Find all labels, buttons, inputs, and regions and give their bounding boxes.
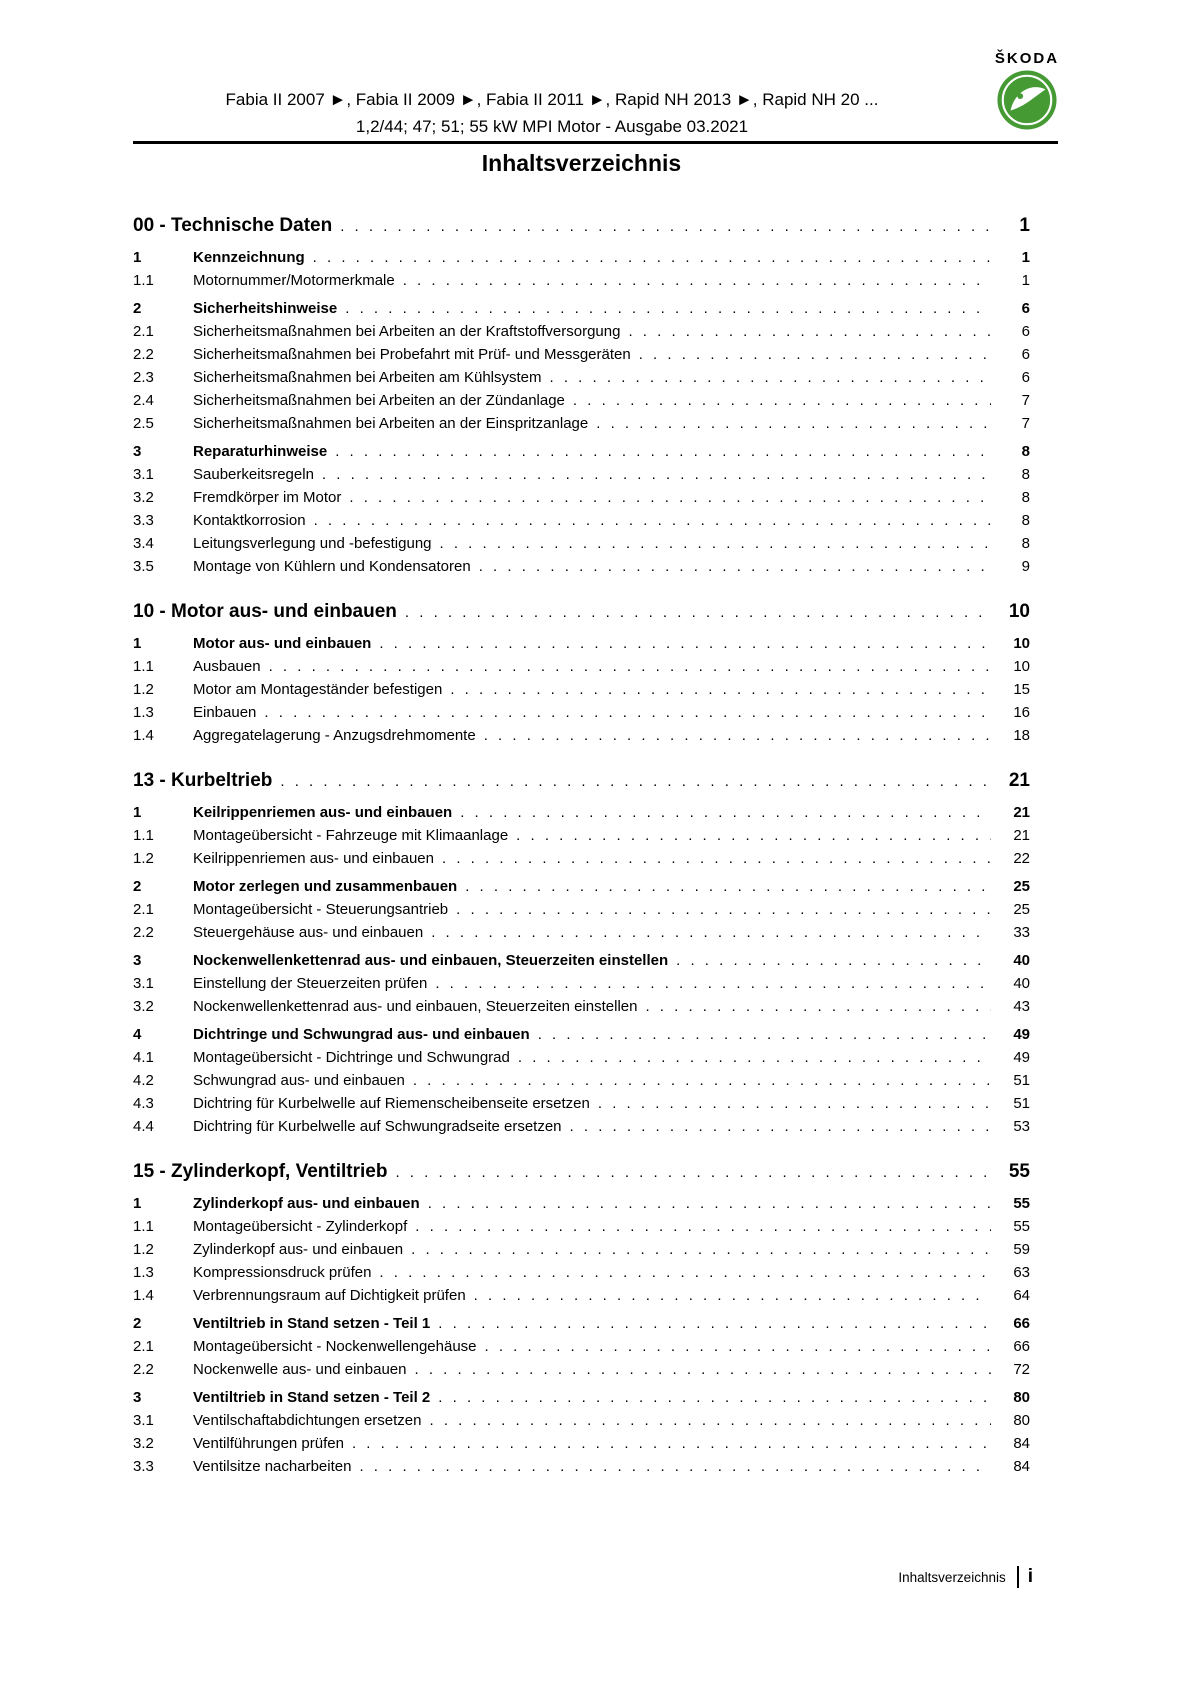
entry-page-number: 53 — [1013, 1118, 1030, 1135]
entry-page-number: 8 — [1021, 443, 1030, 460]
entry-page-number: 22 — [1013, 850, 1030, 867]
entry-number: 3.1 — [133, 466, 154, 483]
entry-title: Sicherheitsmaßnahmen bei Arbeiten an der Einspritzanlage — [193, 415, 589, 432]
entry-page-number: 6 — [1021, 323, 1030, 340]
toc-entry-row — [133, 824, 1030, 847]
entry-number: 2.4 — [133, 392, 154, 409]
entry-number: 2.2 — [133, 346, 154, 363]
entry-number: 2.1 — [133, 1338, 154, 1355]
toc-entry-row — [133, 995, 1030, 1018]
entry-title: Ausbauen — [193, 658, 261, 675]
entry-number: 1.1 — [133, 1218, 154, 1235]
toc-entry-row — [133, 532, 1030, 555]
entry-title: Aggregatelagerung - Anzugsdrehmomente — [193, 727, 476, 744]
chapter-label: 15 - Zylinderkopf, Ventiltrieb — [133, 1161, 388, 1182]
entry-page-number: 7 — [1021, 415, 1030, 432]
header — [133, 86, 971, 140]
entry-number: 2.1 — [133, 323, 154, 340]
dot-leader — [379, 1261, 991, 1284]
entry-number: 1.4 — [133, 1287, 154, 1304]
entry-title: Montage von Kühlern und Kondensatoren — [193, 558, 471, 575]
entry-title: Verbrennungsraum auf Dichtigkeit prüfen — [193, 1287, 466, 1304]
toc-entry-row — [133, 1284, 1030, 1307]
toc-entry-row — [133, 366, 1030, 389]
dot-leader — [538, 1023, 991, 1046]
entry-number: 1 — [133, 1195, 142, 1212]
entry-page-number: 1 — [1021, 249, 1030, 266]
dot-leader — [573, 389, 991, 412]
dot-leader — [460, 801, 991, 824]
dot-leader — [413, 1069, 991, 1092]
chapter-label: 00 - Technische Daten — [133, 215, 333, 236]
entry-number: 3.4 — [133, 535, 154, 552]
toc-entry-row — [133, 1386, 1030, 1409]
entry-title: Kompressionsdruck prüfen — [193, 1264, 372, 1281]
entry-page-number: 21 — [1013, 827, 1030, 844]
entry-title: Dichtring für Kurbelwelle auf Riemenscheibenseite ersetzen — [193, 1095, 590, 1112]
toc-entry-row — [133, 1192, 1030, 1215]
entry-title: Nockenwellenkettenrad aus- und einbauen, Steuerzeiten einstellen — [193, 952, 669, 969]
toc-entry-row — [133, 1432, 1030, 1455]
toc-entry-row — [133, 1238, 1030, 1261]
entry-number: 1.2 — [133, 850, 154, 867]
entry-page-number: 25 — [1013, 878, 1030, 895]
dot-leader — [628, 320, 991, 343]
dot-leader — [518, 1046, 991, 1069]
dot-leader — [411, 1238, 991, 1261]
dot-leader — [414, 1358, 991, 1381]
entry-number: 4.1 — [133, 1049, 154, 1066]
chapter-page-number: 1 — [1019, 215, 1030, 236]
entry-number: 1.2 — [133, 1241, 154, 1258]
dot-leader — [550, 366, 991, 389]
dot-leader — [479, 555, 991, 578]
entry-page-number: 6 — [1021, 300, 1030, 317]
entry-title: Nockenwellenkettenrad aus- und einbauen, Steuerzeiten einstellen — [193, 998, 638, 1015]
entry-number: 1 — [133, 249, 142, 266]
entry-page-number: 59 — [1013, 1241, 1030, 1258]
entry-number: 3 — [133, 443, 142, 460]
entry-page-number: 10 — [1013, 635, 1030, 652]
entry-page-number: 72 — [1013, 1361, 1030, 1378]
dot-leader — [645, 995, 991, 1018]
toc-entry-row — [133, 1261, 1030, 1284]
dot-leader — [428, 1192, 991, 1215]
toc-entry-row — [133, 1455, 1030, 1478]
entry-title: Ventilsitze nacharbeiten — [193, 1458, 352, 1475]
entry-title: Nockenwelle aus- und einbauen — [193, 1361, 407, 1378]
toc-entry-row — [133, 555, 1030, 578]
dot-leader — [345, 297, 991, 320]
entry-title: Sauberkeitsregeln — [193, 466, 314, 483]
dot-leader — [456, 898, 991, 921]
entry-title: Motor aus- und einbauen — [193, 635, 372, 652]
entry-page-number: 21 — [1013, 804, 1030, 821]
chapter-page-number: 10 — [1008, 601, 1030, 622]
entry-number: 1.4 — [133, 727, 154, 744]
entry-page-number: 10 — [1013, 658, 1030, 675]
entry-number: 4.3 — [133, 1095, 154, 1112]
dot-leader — [335, 440, 991, 463]
entry-number: 3.2 — [133, 1435, 154, 1452]
entry-page-number: 49 — [1013, 1049, 1030, 1066]
entry-page-number: 9 — [1021, 558, 1030, 575]
dot-leader — [313, 246, 991, 269]
entry-title: Motor zerlegen und zusammenbauen — [193, 878, 458, 895]
entry-page-number: 64 — [1013, 1287, 1030, 1304]
dot-leader — [596, 412, 991, 435]
entry-page-number: 8 — [1021, 512, 1030, 529]
entry-number: 3 — [133, 1389, 142, 1406]
dot-leader — [484, 724, 991, 747]
entry-number: 2.5 — [133, 415, 154, 432]
toc-entry-row — [133, 320, 1030, 343]
entry-page-number: 25 — [1013, 901, 1030, 918]
entry-page-number: 80 — [1013, 1389, 1030, 1406]
chapter-page-number: 55 — [1008, 1161, 1030, 1182]
toc-entry-row — [133, 1069, 1030, 1092]
entry-title: Montageübersicht - Dichtringe und Schwungrad — [193, 1049, 510, 1066]
dot-leader — [352, 1432, 991, 1455]
entry-page-number: 7 — [1021, 392, 1030, 409]
entry-number: 2.3 — [133, 369, 154, 386]
entry-title: Keilrippenriemen aus- und einbauen — [193, 850, 434, 867]
entry-page-number: 66 — [1013, 1338, 1030, 1355]
dot-leader — [415, 1215, 991, 1238]
dot-leader — [450, 678, 991, 701]
footer — [133, 1566, 1033, 1588]
toc-entry-row — [133, 847, 1030, 870]
entry-title: Einbauen — [193, 704, 257, 721]
entry-page-number: 15 — [1013, 681, 1030, 698]
entry-title: Motornummer/Motormerkmale — [193, 272, 395, 289]
dot-leader — [395, 1159, 989, 1186]
entry-page-number: 40 — [1013, 975, 1030, 992]
dot-leader — [465, 875, 991, 898]
entry-number: 4.4 — [133, 1118, 154, 1135]
toc-chapter-row — [133, 598, 1030, 626]
dot-leader — [474, 1284, 991, 1307]
entry-title: Schwungrad aus- und einbauen — [193, 1072, 405, 1089]
entry-number: 3.3 — [133, 1458, 154, 1475]
entry-title: Einstellung der Steuerzeiten prüfen — [193, 975, 428, 992]
entry-title: Montageübersicht - Fahrzeuge mit Klimaanlage — [193, 827, 509, 844]
entry-title: Sicherheitsmaßnahmen bei Arbeiten an der Zündanlage — [193, 392, 565, 409]
dot-leader — [676, 949, 991, 972]
toc-entry-row — [133, 875, 1030, 898]
toc-entry-row — [133, 701, 1030, 724]
entry-title: Leitungsverlegung und -befestigung — [193, 535, 432, 552]
entry-title: Sicherheitsmaßnahmen bei Arbeiten am Kühlsystem — [193, 369, 542, 386]
toc-entry-row — [133, 949, 1030, 972]
entry-page-number: 55 — [1013, 1218, 1030, 1235]
footer-page-number: i — [1027, 1566, 1033, 1587]
entry-page-number: 49 — [1013, 1026, 1030, 1043]
toc-entry-row — [133, 1092, 1030, 1115]
entry-title: Ventilschaftabdichtungen ersetzen — [193, 1412, 422, 1429]
entry-page-number: 18 — [1013, 727, 1030, 744]
toc-entry-row — [133, 1023, 1030, 1046]
toc-entry-row — [133, 389, 1030, 412]
toc-chapter-row — [133, 767, 1030, 795]
toc-entry-row — [133, 412, 1030, 435]
entry-page-number: 84 — [1013, 1458, 1030, 1475]
entry-page-number: 1 — [1021, 272, 1030, 289]
chapter-label: 13 - Kurbeltrieb — [133, 770, 273, 791]
entry-page-number: 8 — [1021, 466, 1030, 483]
entry-page-number: 63 — [1013, 1264, 1030, 1281]
toc-entry-row — [133, 678, 1030, 701]
entry-number: 2 — [133, 300, 142, 317]
toc-chapter-row — [133, 1158, 1030, 1186]
toc-entry-row — [133, 246, 1030, 269]
entry-number: 1.1 — [133, 658, 154, 675]
dot-leader — [639, 343, 991, 366]
dot-leader — [431, 921, 991, 944]
dot-leader — [570, 1115, 991, 1138]
entry-number: 3.2 — [133, 998, 154, 1015]
dot-leader — [435, 972, 991, 995]
entry-page-number: 55 — [1013, 1195, 1030, 1212]
toc-entry-row — [133, 801, 1030, 824]
entry-title: Sicherheitshinweise — [193, 300, 338, 317]
dot-leader — [314, 509, 991, 532]
entry-number: 1 — [133, 804, 142, 821]
dot-leader — [349, 486, 991, 509]
entry-number: 1.2 — [133, 681, 154, 698]
skoda-brand — [985, 50, 1069, 136]
entry-page-number: 51 — [1013, 1095, 1030, 1112]
dot-leader — [438, 1312, 991, 1335]
entry-number: 1.1 — [133, 272, 154, 289]
toc-chapter-row — [133, 212, 1030, 240]
toc-entry-row — [133, 343, 1030, 366]
entry-page-number: 8 — [1021, 489, 1030, 506]
entry-number: 3.3 — [133, 512, 154, 529]
entry-number: 1.1 — [133, 827, 154, 844]
dot-leader — [379, 632, 991, 655]
toc-entry-row — [133, 1215, 1030, 1238]
toc-entry-row — [133, 440, 1030, 463]
toc-entry-row — [133, 297, 1030, 320]
header-engine-line: 1,2/44; 47; 51; 55 kW MPI Motor - Ausgabe 03.2021 — [355, 117, 749, 136]
entry-page-number: 16 — [1013, 704, 1030, 721]
toc-entry-row — [133, 509, 1030, 532]
entry-number: 2 — [133, 878, 142, 895]
dot-leader — [485, 1335, 991, 1358]
dot-leader — [442, 847, 991, 870]
toc-entry-row — [133, 972, 1030, 995]
entry-title: Fremdkörper im Motor — [193, 489, 342, 506]
entry-number: 4.2 — [133, 1072, 154, 1089]
entry-page-number: 8 — [1021, 535, 1030, 552]
entry-number: 4 — [133, 1026, 142, 1043]
toc-entry-row — [133, 655, 1030, 678]
entry-title: Zylinderkopf aus- und einbauen — [193, 1195, 420, 1212]
toc-entry-row — [133, 724, 1030, 747]
entry-number: 2.1 — [133, 901, 154, 918]
entry-number: 2.2 — [133, 924, 154, 941]
dot-leader — [264, 701, 991, 724]
dot-leader — [438, 1386, 991, 1409]
toc-entry-row — [133, 1358, 1030, 1381]
page-title: Inhaltsverzeichnis — [481, 150, 682, 176]
entry-title: Keilrippenriemen aus- und einbauen — [193, 804, 453, 821]
dot-leader — [269, 655, 991, 678]
entry-title: Dichtringe und Schwungrad aus- und einbauen — [193, 1026, 530, 1043]
toc-entry-row — [133, 921, 1030, 944]
toc-entry-row — [133, 269, 1030, 292]
dot-leader — [598, 1092, 991, 1115]
entry-page-number: 66 — [1013, 1315, 1030, 1332]
header-models-line: Fabia II 2007 ►, Fabia II 2009 ►, Fabia II 2011 ►, Rapid NH 2013 ►, Rapid NH 20 ... — [225, 90, 879, 109]
entry-title: Motor am Montageständer befestigen — [193, 681, 443, 698]
dot-leader — [516, 824, 991, 847]
dot-leader — [359, 1455, 991, 1478]
entry-number: 2.2 — [133, 1361, 154, 1378]
entry-title: Zylinderkopf aus- und einbauen — [193, 1241, 404, 1258]
chapter-label: 10 - Motor aus- und einbauen — [133, 601, 397, 622]
entry-title: Kontaktkorrosion — [193, 512, 306, 529]
entry-number: 3.2 — [133, 489, 154, 506]
toc-entry-row — [133, 1046, 1030, 1069]
chapter-page-number: 21 — [1008, 770, 1030, 791]
entry-page-number: 84 — [1013, 1435, 1030, 1452]
dot-leader — [340, 213, 989, 240]
dot-leader — [280, 768, 989, 795]
dot-leader — [322, 463, 991, 486]
dot-leader — [405, 599, 989, 626]
toc-entry-row — [133, 1409, 1030, 1432]
entry-title: Dichtring für Kurbelwelle auf Schwungradseite ersetzen — [193, 1118, 562, 1135]
entry-number: 3.1 — [133, 1412, 154, 1429]
toc-entry-row — [133, 463, 1030, 486]
entry-page-number: 51 — [1013, 1072, 1030, 1089]
toc-entry-row — [133, 1312, 1030, 1335]
entry-number: 3.1 — [133, 975, 154, 992]
entry-title: Ventilführungen prüfen — [193, 1435, 344, 1452]
brand-wordmark: ŠKODA — [994, 50, 1060, 67]
entry-title: Ventiltrieb in Stand setzen - Teil 2 — [193, 1389, 431, 1406]
entry-page-number: 6 — [1021, 369, 1030, 386]
toc-entry-row — [133, 632, 1030, 655]
entry-page-number: 6 — [1021, 346, 1030, 363]
toc — [133, 212, 1030, 1478]
entry-title: Steuergehäuse aus- und einbauen — [193, 924, 424, 941]
entry-number: 3.5 — [133, 558, 154, 575]
entry-title: Montageübersicht - Zylinderkopf — [193, 1218, 408, 1235]
toc-entry-row — [133, 1335, 1030, 1358]
footer-divider — [1017, 1566, 1019, 1588]
entry-page-number: 80 — [1013, 1412, 1030, 1429]
entry-title: Sicherheitsmaßnahmen bei Arbeiten an der Kraftstoffversorgung — [193, 323, 621, 340]
entry-number: 2 — [133, 1315, 142, 1332]
dot-leader — [440, 532, 991, 555]
entry-title: Kennzeichnung — [193, 249, 305, 266]
entry-title: Montageübersicht - Steuerungsantrieb — [193, 901, 449, 918]
dot-leader — [430, 1409, 992, 1432]
footer-label: Inhaltsverzeichnis — [898, 1569, 1006, 1585]
entry-page-number: 40 — [1013, 952, 1030, 969]
entry-page-number: 33 — [1013, 924, 1030, 941]
entry-number: 1.3 — [133, 1264, 154, 1281]
toc-entry-row — [133, 898, 1030, 921]
entry-title: Sicherheitsmaßnahmen bei Probefahrt mit Prüf- und Messgeräten — [193, 346, 631, 363]
entry-page-number: 43 — [1013, 998, 1030, 1015]
header-divider — [133, 141, 1058, 144]
toc-entry-row — [133, 486, 1030, 509]
entry-title: Ventiltrieb in Stand setzen - Teil 1 — [193, 1315, 431, 1332]
dot-leader — [403, 269, 991, 292]
entry-title: Montageübersicht - Nockenwellengehäuse — [193, 1338, 477, 1355]
entry-number: 3 — [133, 952, 142, 969]
toc-entry-row — [133, 1115, 1030, 1138]
entry-title: Reparaturhinweise — [193, 443, 328, 460]
entry-number: 1 — [133, 635, 142, 652]
skoda-logo-icon — [996, 69, 1058, 131]
entry-number: 1.3 — [133, 704, 154, 721]
